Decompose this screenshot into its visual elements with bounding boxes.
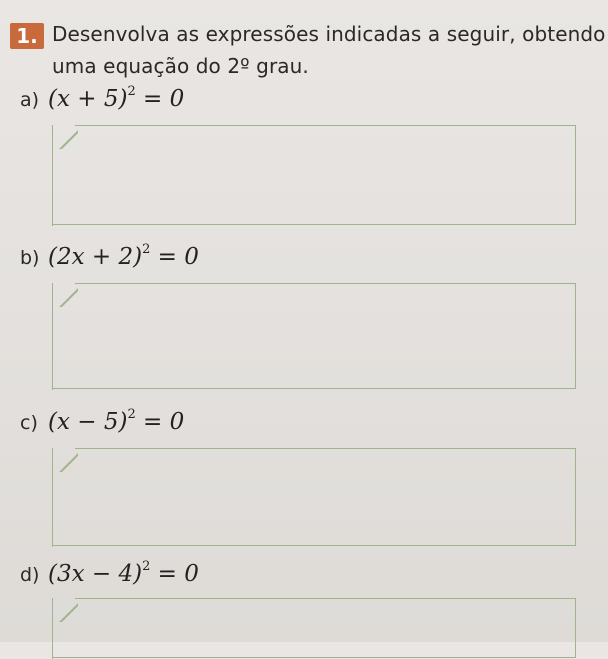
exercise-number-badge: 1. xyxy=(10,23,44,49)
answer-box-d[interactable] xyxy=(52,598,576,658)
instruction-line-1: Desenvolva as expressões indicadas a seguir, obtendo xyxy=(52,22,606,46)
item-c xyxy=(20,409,184,435)
item-a xyxy=(20,86,184,112)
instruction-line-2: uma equação do 2º grau. xyxy=(52,54,309,78)
item-a-expression: $(x + 5)^2 = 0$ xyxy=(48,84,185,112)
answer-box-a[interactable] xyxy=(52,125,576,225)
item-a-letter: a) xyxy=(20,89,40,111)
item-b xyxy=(20,244,199,270)
item-b-expression: $(2x + 2)^2 = 0$ xyxy=(48,242,199,270)
answer-box-b[interactable] xyxy=(52,283,576,389)
item-c-expression: $(x - 5)^2 = 0$ xyxy=(48,407,185,435)
item-d xyxy=(20,561,199,587)
item-c-letter: c) xyxy=(20,412,38,434)
answer-box-c[interactable] xyxy=(52,448,576,546)
item-d-letter: d) xyxy=(20,564,40,586)
item-b-letter: b) xyxy=(20,247,40,269)
item-d-expression: $(3x - 4)^2 = 0$ xyxy=(48,559,199,587)
